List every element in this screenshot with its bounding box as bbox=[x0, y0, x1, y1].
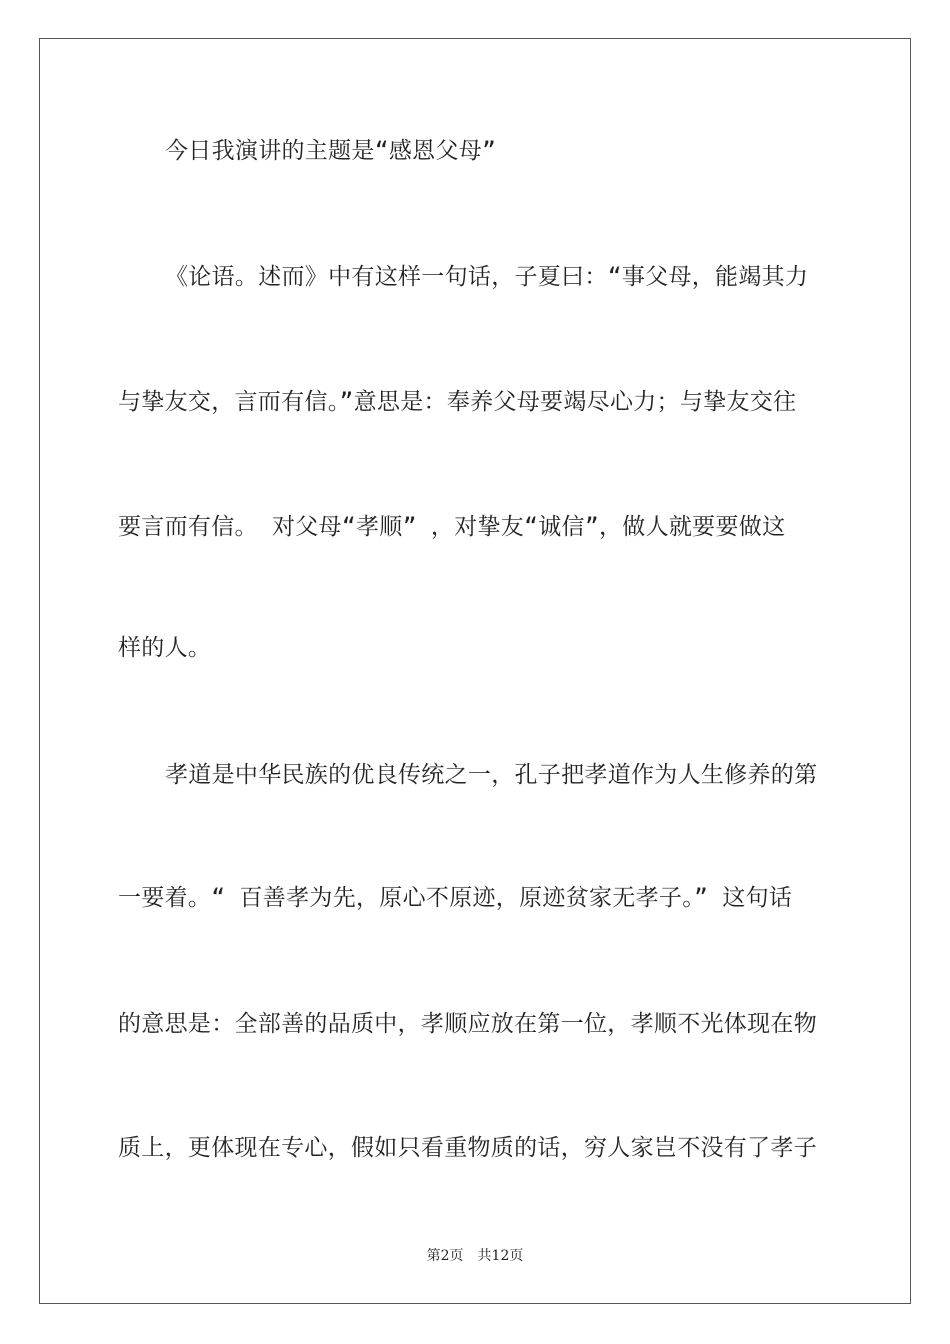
text-line-9: 质上，更体现在专心，假如只看重物质的话，穷人家岂不没有了孝子 bbox=[118, 1135, 817, 1161]
page-footer bbox=[0, 1247, 950, 1265]
text-line-7: 一要着。“ 百善孝为先，原心不原迹，原迹贫家无孝子。” 这句话 bbox=[118, 885, 793, 911]
text-line-3: 与挚友交，言而有信。”意思是：奉养父母要竭尽心力；与挚友交往 bbox=[118, 389, 797, 415]
text-line-6: 孝道是中华民族的优良传统之一，孔子把孝道作为人生修养的第 bbox=[165, 762, 818, 788]
text-line-2: 《论语。述而》中有这样一句话，子夏曰：“事父母，能竭其力 bbox=[165, 264, 809, 290]
text-line-5: 样的人。 bbox=[118, 635, 212, 661]
page-total: 共12页 bbox=[477, 1248, 524, 1264]
page-number: 第2页 bbox=[426, 1248, 464, 1264]
text-line-1: 今日我演讲的主题是“感恩父母” bbox=[165, 138, 497, 164]
page-border bbox=[39, 38, 911, 1304]
text-line-4: 要言而有信。 对父母“孝顺” ，对挚友“诚信”，做人就要要做这 bbox=[118, 514, 786, 540]
text-line-8: 的意思是：全部善的品质中，孝顺应放在第一位，孝顺不光体现在物 bbox=[118, 1011, 817, 1037]
